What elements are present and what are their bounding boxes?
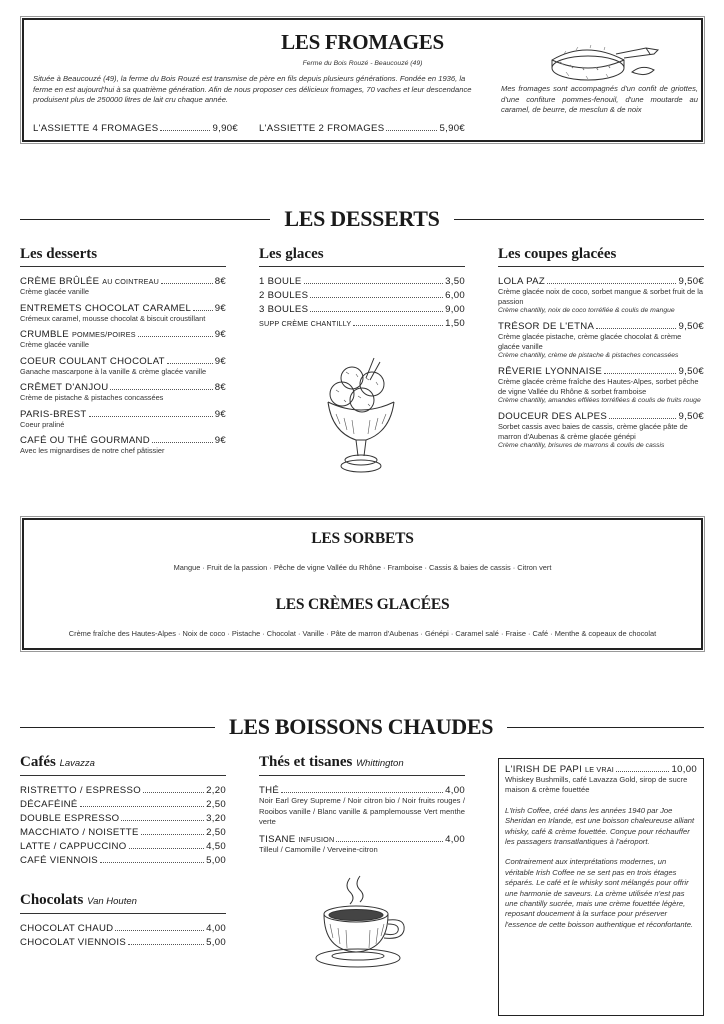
glaces-column [259, 246, 465, 335]
menu-item: TISANE INFUSION 4,00 Tilleul / Camomille / Verveine-citron [259, 833, 465, 854]
fromages-intro: Située à Beaucouzé (49), la ferme du Bois Rouzé est transmise de père en fils depuis plusieurs générations. Fondée en 1936, la ferme en est aujourd'hui à sa quatrième génération. Afin de nous proposer ces délicieux fromages, 70 vaches et leur descendance produisent plus de 250000 litres de lait cru chaque année. [33, 74, 472, 105]
coupes-column [498, 246, 704, 456]
menu-item: ENTREMETS CHOCOLAT CARAMEL 9€ Crémeux caramel, mousse chocolat & biscuit croustillant [20, 302, 226, 323]
cheese-illustration [546, 34, 664, 84]
fromages-subtitle: Ferme du Bois Rouzé - Beaucouzé (49) [302, 60, 423, 67]
column-title: Les glaces [259, 246, 465, 267]
menu-item: RISTRETTO / ESPRESSO 2,20 [20, 785, 226, 796]
desserts-heading-text: LES DESSERTS [284, 206, 440, 231]
menu-item: CRUMBLE POMMES/POIRES 9€ Crème glacée vanille [20, 329, 226, 349]
menu-item: L'ASSIETTE 2 FROMAGES 5,90€ [259, 123, 465, 134]
menu-item: CAFÉ OU THÉ GOURMAND 9€ Avec les mignardises de notre chef pâtissier [20, 435, 226, 455]
irish-story: L'Irish Coffee, créé dans les années 1940 par Joe Sheridan en Irlande, est une boisson chaleureuse alliant whisky, café & crème fouettée. Conçue pour réchauffer les passagers transatlantiques à l'aéroport. [505, 805, 695, 847]
fromages-accompaniment: Mes fromages sont accompagnés d'un confit de griottes, d'une confiture pommes-fenouil, d'une moutarde au caramel, de beurre, de mesclun & de noix [501, 84, 698, 115]
menu-item: DÉCAFÉINÉ 2,50 [20, 799, 226, 810]
menu-item: TRÉSOR DE L'ETNA 9,50€ Crème glacée pistache, crème glacée chocolat & crème glacée vanille Crème chantilly, crème de pistache & pistaches concassées [498, 321, 704, 359]
thes-column [259, 754, 465, 860]
boissons-heading [20, 714, 704, 740]
fromages-section [22, 18, 703, 142]
menu-item: CHOCOLAT VIENNOIS 5,00 [20, 937, 226, 948]
menu-item: DOUCEUR DES ALPES 9,50€ Sorbet cassis avec baies de cassis, crème glacée pâte de marron d'Aubenas & crème glacée génépi Crème chantilly, brisures de marrons & coulis de cassis [498, 411, 704, 449]
column-title: Thés et tisanes Whittington [259, 754, 465, 776]
cremes-glacees-title: LES CRÈMES GLACÉES [275, 596, 450, 613]
menu-item: COEUR COULANT CHOCOLAT 9€ Ganache mascarpone à la vanille & crème glacée vanille [20, 355, 226, 376]
menu-item: CRÊMET D'ANJOU 8€ Crème de pistache & pistaches concassées [20, 382, 226, 402]
menu-item: SUPP CRÈME CHANTILLY 1,50 [259, 318, 465, 329]
menu-item: CAFÉ VIENNOIS 5,00 [20, 855, 226, 866]
column-title: Chocolats Van Houten [20, 892, 226, 914]
menu-item: 2 BOULES 6,00 [259, 290, 465, 301]
menu-item: 1 BOULE 3,50 [259, 276, 465, 287]
menu-item: PARIS-BREST 9€ Coeur praliné [20, 408, 226, 429]
sorbets-section [22, 518, 703, 650]
irish-coffee-box: L'IRISH DE PAPI LE VRAI 10,00 Whiskey Bushmills, café Lavazza Gold, sirop de sucre maison & crème fouettée L'Irish Coffee, créé dans les années 1940 par Joe Sheridan en Irlande, est une boisson chaleureuse alliant whisky, café & crème fouettée. Conçue pour réchauffer les passagers transatlantiques à l'aéroport. Contrairement aux interprétations modernes, un véritable Irish Coffee ne se sert pas en trois étages séparés. Le café et le whisky sont mélangés pour offrir une harmonie de saveurs. La crème utilisée n'est pas une chantilly sucrée, mais une crème fouettée légère, reposant doucement à la surface pour préserver l'essence de cette boisson authentique et réconfortante. [498, 758, 704, 1016]
menu-item: CHOCOLAT CHAUD 4,00 [20, 923, 226, 934]
menu-item: CRÈME BRÛLÉE AU COINTREAU 8€ Crème glacée vanille [20, 276, 226, 296]
sorbets-title: LES SORBETS [311, 530, 414, 547]
menu-item: LATTE / CAPPUCCINO 4,50 [20, 841, 226, 852]
menu-item: MACCHIATO / NOISETTE 2,50 [20, 827, 226, 838]
desserts-column [20, 246, 226, 462]
menu-item: LOLA PAZ 9,50€ Crème glacée noix de coco, sorbet mangue & sorbet fruit de la passion Crème chantilly, noix de coco torréfiée & coulis de mangue [498, 276, 704, 314]
menu-item: 3 BOULES 9,00 [259, 304, 465, 315]
fromages-title: LES FROMAGES [281, 30, 444, 54]
cafes-column [20, 754, 226, 869]
sundae-illustration [322, 356, 400, 478]
irish-description: Whiskey Bushmills, café Lavazza Gold, sirop de sucre maison & crème fouettée [505, 775, 688, 795]
sorbets-list: Mangue · Fruit de la passion · Pêche de vigne Vallée du Rhône · Framboise · Cassis & baies de cassis · Citron vert [173, 563, 552, 572]
chocolats-column [20, 892, 226, 951]
boissons-heading-text: LES BOISSONS CHAUDES [229, 714, 494, 739]
column-title: Les desserts [20, 246, 226, 267]
coffee-cup-illustration [312, 874, 414, 970]
menu-item: RÊVERIE LYONNAISE 9,50€ Crème glacée crème fraîche des Hautes-Alpes, sorbet pêche de vigne Vallée du Rhône & sorbet framboise Crème chantilly, amandes effilées torréfiées & coulis de fruits rouge [498, 366, 704, 404]
cremes-glacees-list: Crème fraîche des Hautes-Alpes · Noix de coco · Pistache · Chocolat · Vanille · Pâte de marron d'Aubenas · Génépi · Caramel salé · Fraise · Café · Menthe & copeaux de chocolat [68, 629, 657, 638]
irish-note: Contrairement aux interprétations modernes, un véritable Irish Coffee ne se sert pas en trois étages séparés. Le café et le whisky sont mélangés pour offrir une harmonie de saveurs. La crème utilisée n'est pas une chantilly sucrée, mais une crème fouettée légère, reposant doucement à la surface pour préserver l'essence de cette boisson authentique et réconfortante. [505, 857, 694, 929]
menu-item: DOUBLE ESPRESSO 3,20 [20, 813, 226, 824]
desserts-heading [20, 206, 704, 232]
column-title: Cafés Lavazza [20, 754, 226, 776]
menu-item: THÉ 4,00 Noir Earl Grey Supreme / Noir citron bio / Noir fruits rouges / Rooibos vanille / Blanc vanille & pamplemousse Vert menthe verte [259, 785, 465, 826]
menu-item: L'ASSIETTE 4 FROMAGES 9,90€ [33, 123, 238, 134]
column-title: Les coupes glacées [498, 246, 704, 267]
